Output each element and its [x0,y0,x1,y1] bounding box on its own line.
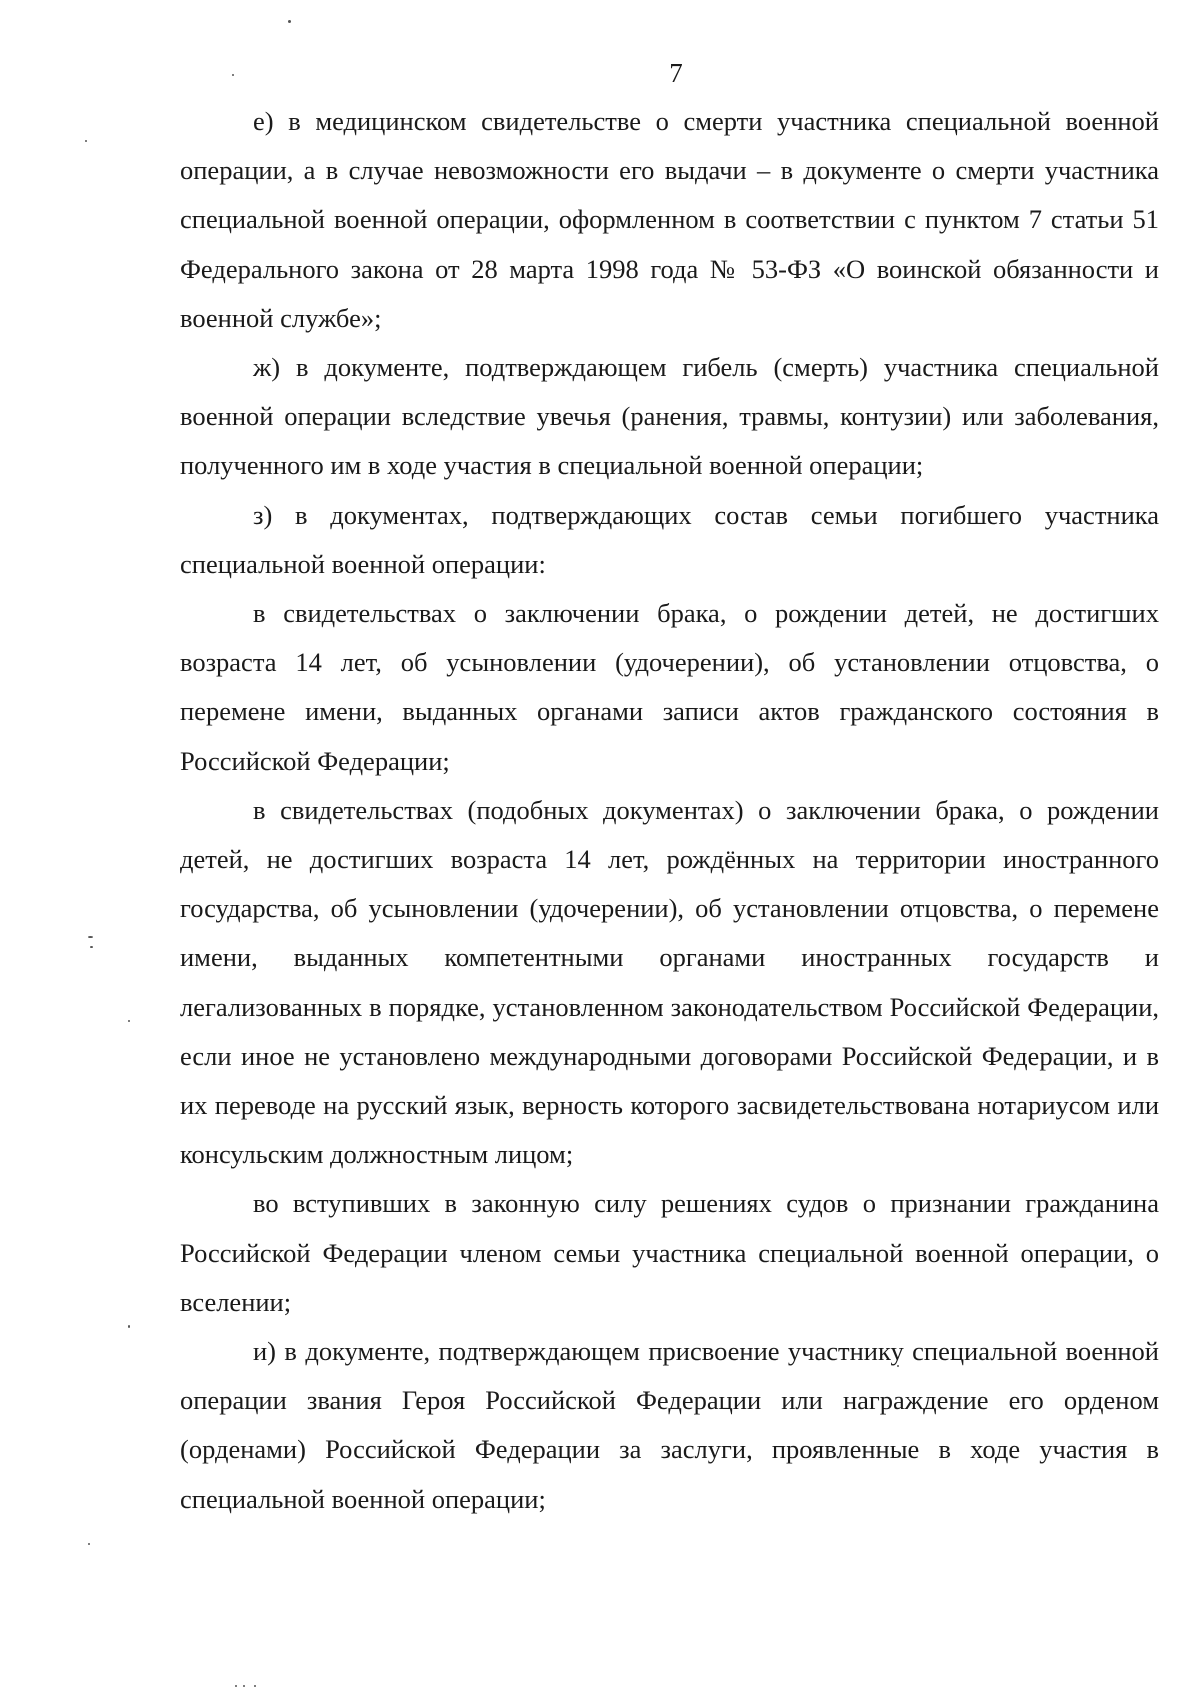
scan-speck [254,1685,256,1687]
scan-speck [288,20,291,23]
paragraph-civil-registry-certificates: в свидетельствах о заключении брака, о рождении детей, не достигших возраста 14 лет, об усыновлении (удочерении), об установлении отцовства, о перемене имени, выданных органами записи актов гражданского состояния в Российской Федерации; [180,598,1159,776]
scan-speck [88,1543,90,1545]
page-number: 7 [669,58,683,88]
scan-speck [128,1325,130,1328]
paragraph-foreign-certificates: в свидетельствах (подобных документах) о заключении брака, о рождении детей, не достигших возраста 14 лет, рождённых на территории иностранного государства, об усыновлении (удочерении), об установлении отцовства, о перемене имени, выданных компетентными органами иностранных государств и легализованных в порядке, установленном законодательством Российской Федерации, если иное не установлено международными договорами Российской Федерации, и в их переводе на русский язык, верность которого засвидетельствована нотариусом или консульским должностным лицом; [180,794,1159,1170]
scan-speck [85,140,87,142]
paragraph-item-zh: ж) в документе, подтверждающем гибель (смерть) участника специальной военной операции вследствие увечья (ранения, травмы, контузии) или заболевания, полученного им в ходе участия в специальной военной операции; [180,352,1159,481]
paragraph-item-i: и) в документе, подтверждающем присвоение участнику специальной военной операции звания Героя Российской Федерации или награждение его орденом (орденами) Российской Федерации за заслуги, проявленные в ходе участия в специальной военной операции; [180,1336,1159,1514]
paragraph-item-e: е) в медицинском свидетельстве о смерти участника специальной военной операции, а в случае невозможности его выдачи – в документе о смерти участника специальной военной операции, оформленном в соответствии с пунктом 7 статьи 51 Федерального закона от 28 марта 1998 года № 53-ФЗ «О воинской обязанности и военной службе»; [180,106,1159,333]
scan-speck [235,1685,237,1687]
document-body [180,97,1159,1524]
paragraph-court-decisions: во вступивших в законную силу решениях судов о признании гражданина Российской Федерации членом семьи участника специальной военной операции, о вселении; [180,1188,1159,1317]
scan-speck [128,1020,130,1022]
scan-speck [243,1685,245,1687]
paragraph-item-z: з) в документах, подтверждающих состав семьи погибшего участника специальной военной операции: [180,499,1159,579]
scan-speck [88,936,93,938]
scan-speck [90,946,93,948]
